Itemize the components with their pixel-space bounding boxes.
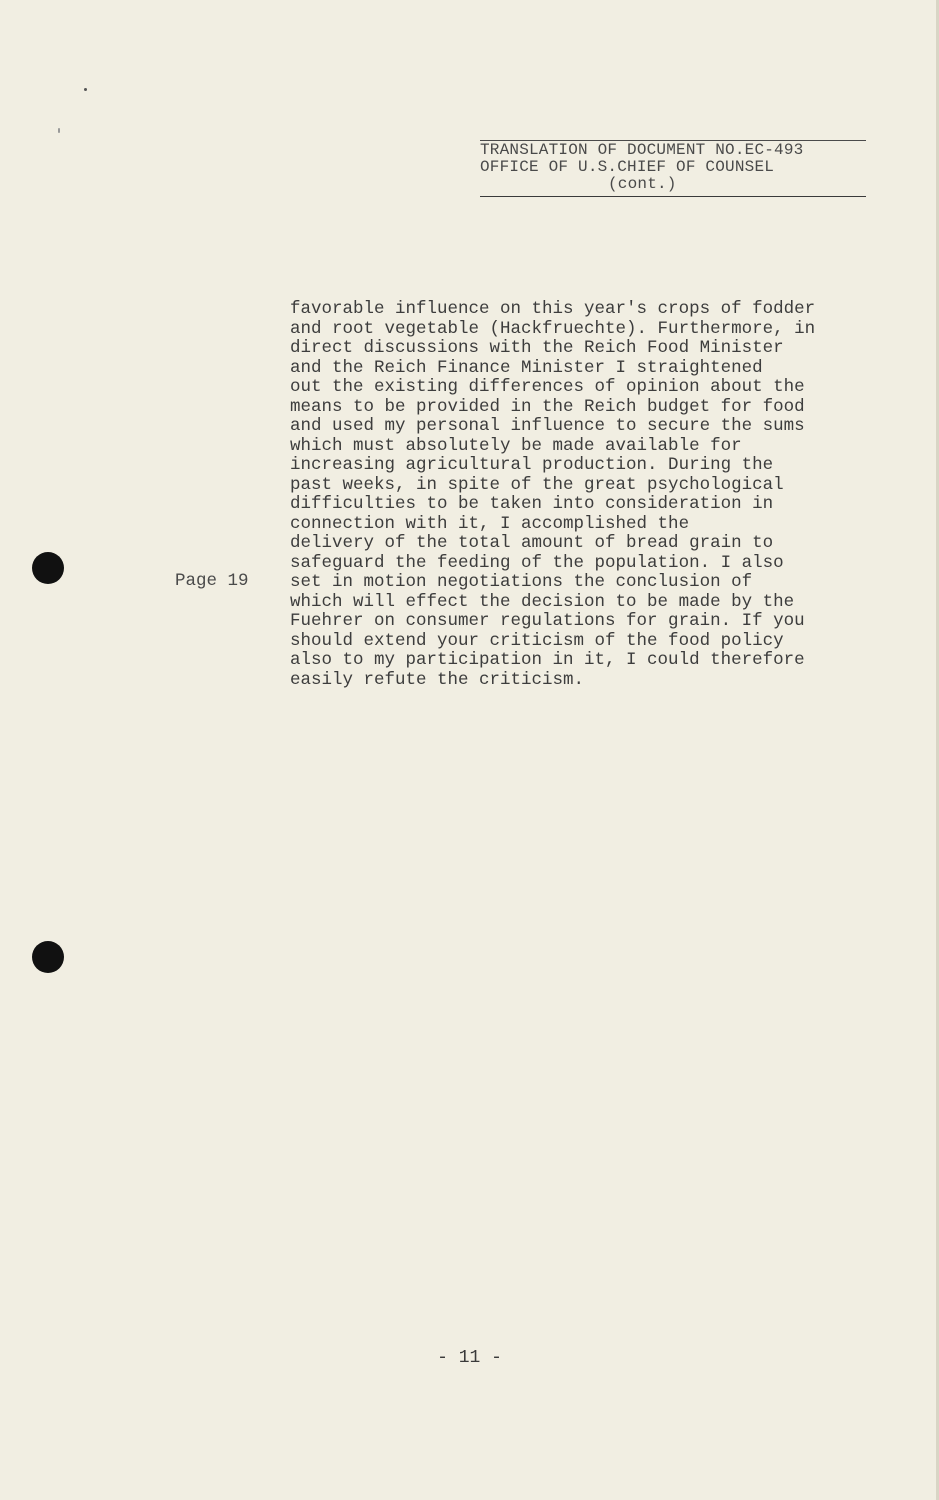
body-line: past weeks, in spite of the great psychological	[290, 474, 784, 495]
body-line: delivery of the total amount of bread grain to	[290, 533, 774, 553]
header-continued: (cont.)	[608, 175, 677, 193]
body-line: increasing agricultural production. During the	[290, 455, 774, 475]
body-line: should extend your criticism of the food policy	[290, 630, 784, 651]
header-title: TRANSLATION OF DOCUMENT NO.EC-493	[480, 141, 804, 159]
body-line: which will effect the decision to be made by the	[290, 591, 795, 612]
header-office: OFFICE OF U.S.CHIEF OF COUNSEL	[480, 158, 775, 176]
document-header	[480, 140, 866, 197]
body-line: means to be provided in the Reich budget for food	[290, 396, 805, 417]
paper-speck	[84, 88, 87, 91]
body-line: also to my participation in it, I could therefore	[290, 650, 805, 670]
margin-page-reference: Page 19	[175, 571, 249, 591]
header-rule-bottom	[480, 196, 866, 197]
body-line: connection with it, I accomplished the	[290, 513, 690, 534]
body-line: and the Reich Finance Minister I straightened	[290, 357, 763, 378]
body-line: favorable influence on this year's crops of fodder	[290, 299, 816, 319]
document-body	[290, 300, 890, 690]
body-line: easily refute the criticism.	[290, 669, 585, 690]
punch-hole	[32, 941, 64, 973]
body-line: direct discussions with the Reich Food Minister	[290, 338, 784, 358]
body-line: and used my personal influence to secure the sums	[290, 416, 805, 436]
body-line: and root vegetable (Hackfruechte). Furthermore, in	[290, 318, 816, 339]
paper-speck	[58, 128, 60, 133]
punch-hole	[32, 552, 64, 584]
body-line: difficulties to be taken into consideration in	[290, 494, 774, 514]
page-number: - 11 -	[437, 1348, 502, 1368]
body-line: set in motion negotiations the conclusion of	[290, 572, 753, 592]
body-line: which must absolutely be made available for	[290, 435, 742, 456]
body-line: safeguard the feeding of the population. I also	[290, 552, 784, 573]
body-line: Fuehrer on consumer regulations for grain. If you	[290, 611, 805, 631]
body-line: out the existing differences of opinion about the	[290, 377, 805, 397]
